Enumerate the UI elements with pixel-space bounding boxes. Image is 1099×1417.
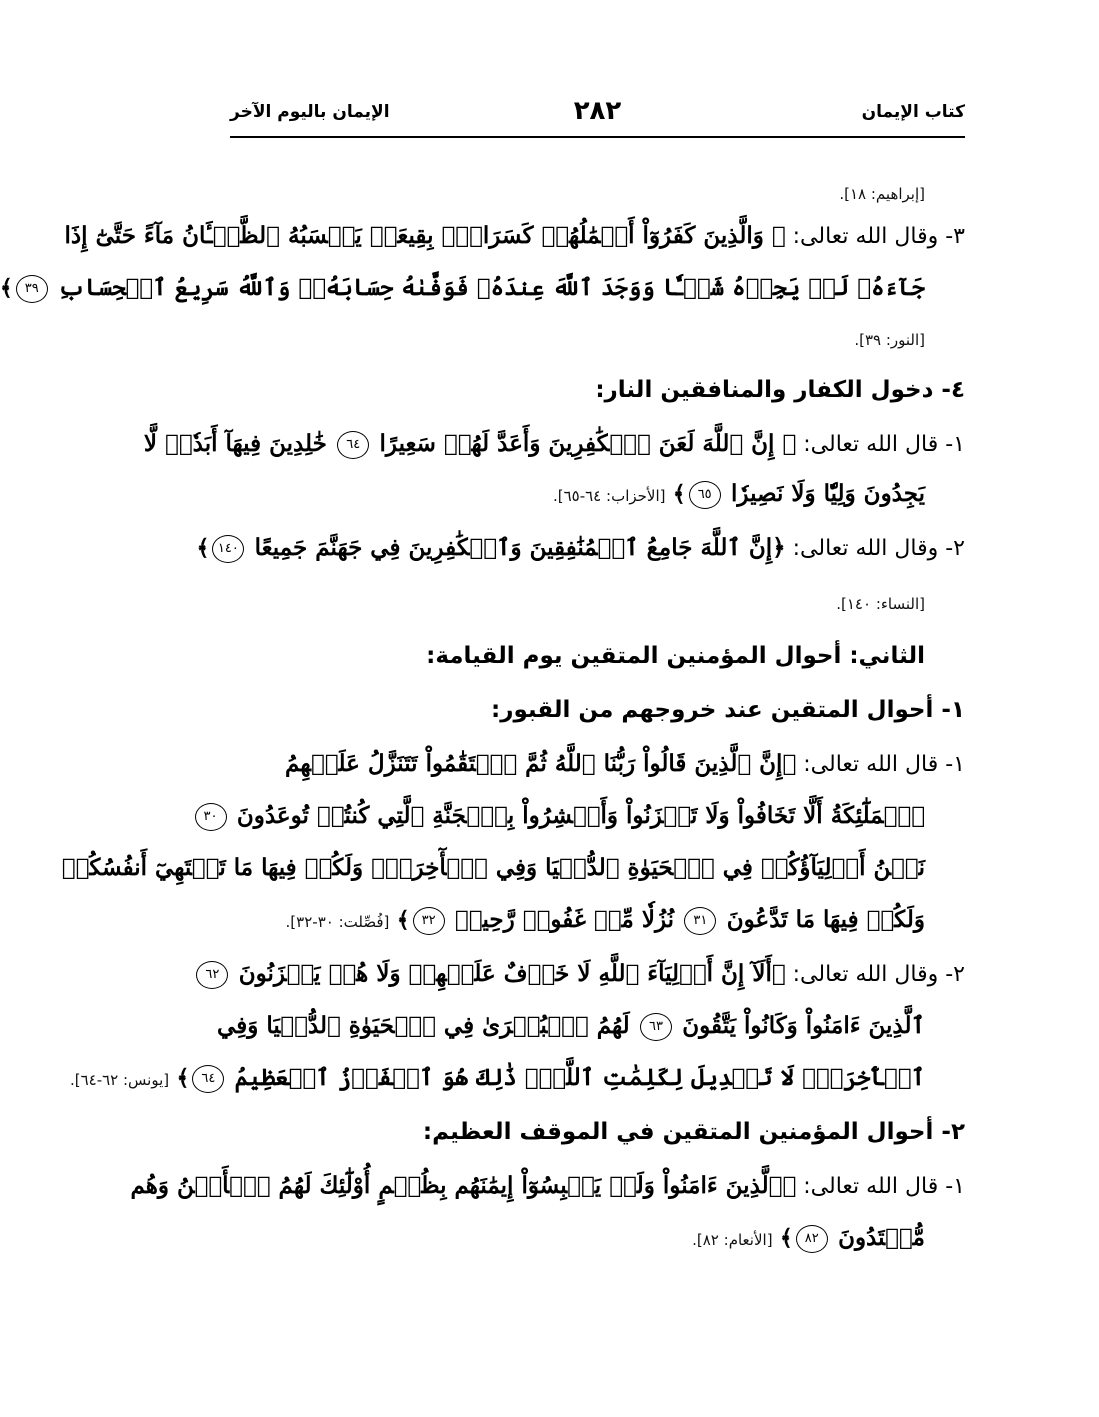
verse-reference: [يونس: ٦٢-٦٤]. [69, 1071, 170, 1089]
closing-bracket: ﴾ [196, 535, 210, 561]
quran-verse: ﴿إِنَّ ٱللَّهَ جَامِعُ ٱلۡمُنَٰفِقِينَ وَٱلۡكَٰفِرِينَ فِي جَهَنَّمَ جَمِيعًا [254, 534, 786, 561]
quran-verse: مُّهۡتَدُونَ [838, 1224, 925, 1251]
verse-line [230, 474, 925, 518]
ayah-number-marker: ٣٩ [16, 275, 48, 303]
verse-line [217, 1006, 925, 1050]
verse-reference: [إبراهيم: ١٨]. [839, 185, 925, 203]
quran-verse: ٱلۡأٓخِرَةِۚ لَا تَبۡدِيلَ لِكَلِمَٰتِ ٱللَّهِۚ ذَٰلِكَ هُوَ ٱلۡفَوۡزُ ٱلۡعَظِيمُ [234, 1064, 925, 1091]
closing-bracket: ﴾ [176, 1065, 190, 1091]
section-heading [230, 370, 965, 414]
verse-intro: ٣- وقال الله تعالى: [785, 224, 965, 249]
verse-reference: [فُصِّلت: ٣٠-٣٢]. [285, 913, 390, 931]
heading-text: ٢- أحوال المؤمنين المتقين في الموقف العظيم: [422, 1119, 965, 1145]
quran-verse: نَحۡنُ أَوۡلِيَآؤُكُمۡ فِي ٱلۡحَيَوٰةِ ٱلدُّنۡيَا وَفِي ٱلۡأٓخِرَةِۖ وَلَكُمۡ فِيهَا مَا تَشۡتَهِيٓ أَنفُسُكُمۡ [61, 854, 925, 881]
closing-bracket: ﴾ [0, 275, 13, 301]
verse-line [230, 900, 925, 944]
ayah-number-marker: ٦٤ [337, 431, 369, 459]
closing-bracket: ﴾ [779, 1225, 793, 1251]
quran-verse: خَٰلِدِينَ فِيهَآ أَبَدٗاۖ لَّا [143, 430, 327, 457]
quran-verse: ﴿إِنَّ ٱلَّذِينَ قَالُواْ رَبُّنَا ٱللَّهُ ثُمَّ ٱسۡتَقَٰمُواْ تَتَنَزَّلُ عَلَيۡهِمُ [285, 750, 797, 777]
ayah-number-marker: ٨٢ [796, 1225, 828, 1253]
section-heading [230, 1112, 965, 1156]
ayah-number-marker: ٦٤ [192, 1065, 224, 1093]
verse-intro: ١- قال الله تعالى: [796, 432, 965, 457]
closing-bracket: ﴾ [672, 481, 686, 507]
book-title: كتاب الإيمان [861, 102, 965, 122]
verse-line [203, 796, 925, 840]
quran-verse: ﴿ إِنَّ ٱللَّهَ لَعَنَ ٱلۡكَٰفِرِينَ وَأَعَدَّ لَهُمۡ سَعِيرًا [379, 430, 797, 457]
verse-reference: [الأنعام: ٨٢]. [692, 1231, 773, 1249]
section-heading [230, 690, 965, 734]
quran-verse: نُزُلٗا مِّنۡ غَفُورٖ رَّحِيمٖ [454, 906, 675, 933]
quran-verse: يَجِدُونَ وَلِيّٗا وَلَا نَصِيرٗا [731, 480, 925, 507]
ayah-number-marker: ٣١ [684, 907, 716, 935]
chapter-title: الإيمان باليوم الآخر [230, 102, 390, 122]
ayah-number-marker: ٦٥ [689, 481, 721, 509]
ayah-number-marker: ٦٢ [196, 961, 228, 989]
verse-intro: ١- قال الله تعالى: [796, 1174, 965, 1199]
verse-line [64, 216, 965, 260]
verse-line [69, 1058, 925, 1102]
ayah-number-marker: ٣٠ [195, 803, 227, 831]
heading-text: ١- أحوال المتقين عند خروجهم من القبور: [491, 697, 965, 723]
quran-verse: ﴿ٱلَّذِينَ ءَامَنُواْ وَلَمۡ يَلۡبِسُوٓاْ إِيمَٰنَهُم بِظُلۡمٍ أُوْلَٰٓئِكَ لَهُمُ ٱلۡأَمۡنُ وَهُم [130, 1172, 797, 1199]
verse-line [61, 848, 925, 892]
verse-line [205, 954, 965, 998]
reference-line [230, 582, 925, 626]
quran-verse: ٱلۡمَلَٰٓئِكَةُ أَلَّا تَخَافُواْ وَلَا تَحۡزَنُواْ وَأَبۡشِرُواْ بِٱلۡجَنَّةِ ٱلَّتِي كُنتُمۡ تُوعَدُونَ [236, 802, 925, 829]
ayah-number-marker: ١٤٠ [212, 535, 244, 563]
verse-intro: ١- قال الله تعالى: [796, 752, 965, 777]
verse-line [143, 424, 965, 468]
verse-intro: ٢- وقال الله تعالى: [785, 962, 965, 987]
verse-reference: [الأحزاب: ٦٤-٦٥]. [552, 487, 666, 505]
quran-verse: وَلَكُمۡ فِيهَا مَا تَدَّعُونَ [726, 906, 925, 933]
page-header [230, 96, 965, 138]
ayah-number-marker: ٣٢ [413, 907, 445, 935]
verse-reference: [النساء: ١٤٠]. [836, 595, 925, 613]
page-number: ٢٨٢ [573, 96, 622, 126]
verse-reference: [النور: ٣٩]. [854, 331, 925, 349]
verse-intro: ٢- وقال الله تعالى: [785, 536, 965, 561]
verse-line [196, 528, 965, 572]
reference-line [230, 172, 925, 216]
quran-verse: ﴿أَلَآ إِنَّ أَوۡلِيَآءَ ٱللَّهِ لَا خَوۡفٌ عَلَيۡهِمۡ وَلَا هُمۡ يَحۡزَنُونَ [238, 960, 786, 987]
closing-bracket: ﴾ [396, 907, 410, 933]
verse-line [230, 1218, 925, 1262]
heading-text: ٤- دخول الكفار والمنافقين النار: [595, 377, 965, 403]
quran-verse: جَآءَهُۥ لَمۡ يَجِدۡهُ شَيۡـٔٗا وَوَجَدَ ٱللَّهَ عِندَهُۥ فَوَفَّىٰهُ حِسَابَهُۥۗ وَٱللَّهُ سَرِيعُ ٱلۡحِسَابِ [58, 274, 925, 301]
quran-verse: لَهُمُ ٱلۡبُشۡرَىٰ فِي ٱلۡحَيَوٰةِ ٱلدُّنۡيَا وَفِي [217, 1012, 630, 1039]
verse-line [130, 1166, 965, 1210]
verse-line [0, 268, 925, 312]
heading-text: الثاني: أحوال المؤمنين المتقين يوم القيامة: [426, 643, 925, 669]
section-heading [230, 636, 925, 680]
ayah-number-marker: ٦٣ [640, 1013, 672, 1041]
reference-line [230, 318, 925, 362]
quran-verse: ٱلَّذِينَ ءَامَنُواْ وَكَانُواْ يَتَّقُونَ [682, 1012, 925, 1039]
quran-verse: ﴿ وَالَّذِينَ كَفَرُوٓاْ أَعۡمَٰلُهُمۡ كَسَرَابِۭ بِقِيعَةٖ يَحۡسَبُهُ ٱلظَّمۡـَٔانُ مَآءً حَتَّىٰٓ إِذَا [64, 222, 786, 249]
verse-line [230, 744, 965, 788]
